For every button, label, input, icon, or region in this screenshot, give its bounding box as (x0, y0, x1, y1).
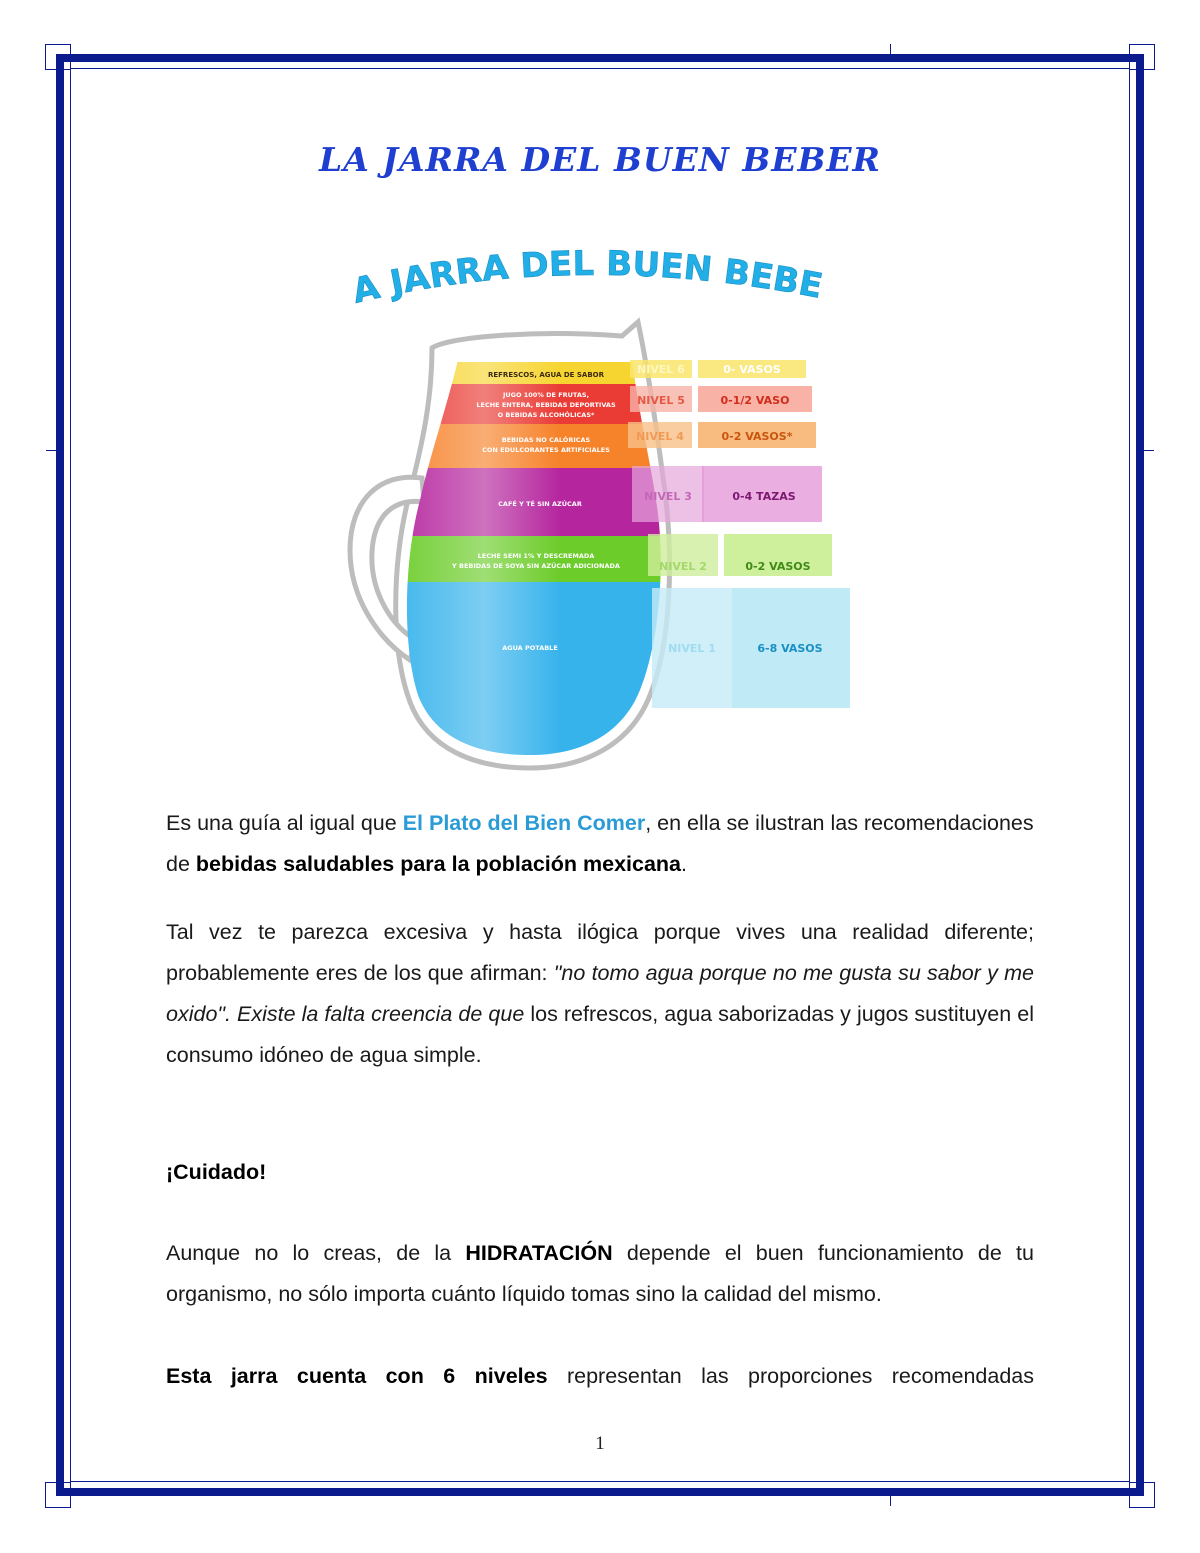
border-corner-bottom-right (1129, 1482, 1155, 1508)
level-2-amount: 0-2 VASOS (745, 560, 811, 573)
level-6-amount: 0- VASOS (723, 363, 781, 376)
level-4-amount: 0-2 VASOS* (721, 430, 793, 443)
paragraph-beliefs (166, 912, 1034, 1076)
warning-heading: ¡Cuidado! (166, 1160, 267, 1184)
hydration-text-a: Aunque no lo creas, de la (166, 1241, 466, 1265)
intro-bold: bebidas saludables para la población mexicana (195, 852, 682, 876)
jar-banner-title: A JARRA DEL BUEN BEBE (348, 243, 826, 312)
intro-text-b: , en ella se ilustran las recomendaciones de (166, 811, 1034, 876)
border-corner-top-left (45, 44, 71, 70)
jar-label-level-1: AGUA POTABLE (502, 644, 558, 652)
intro-text-a: Es una guía al igual que (166, 811, 403, 835)
levels-bold: Esta jarra cuenta con 6 niveles (166, 1364, 548, 1388)
paragraph-hydration (166, 1233, 1034, 1315)
level-5-amount: 0-1/2 VASO (720, 394, 790, 407)
beliefs-quote: "no tomo agua porque no me gusta su sabor y me oxido". Existe la falta creencia de que (166, 961, 1034, 1026)
document-title: LA JARRA DEL BUEN BEBER (319, 140, 881, 179)
levels-text-a: representan las proporciones recomendadas (547, 1364, 1034, 1388)
beliefs-text-a: Tal vez te parezca excesiva y hasta ilógica porque vives una realidad diferente; probablemente eres de los que afirman: (166, 920, 1034, 985)
paragraph-warning (166, 1152, 1034, 1193)
jar-label-level-5-line-3: O BEBIDAS ALCOHÓLICAS* (497, 411, 595, 419)
level-4-label: NIVEL 4 (636, 430, 684, 443)
border-guide-right (1144, 450, 1154, 451)
paragraph-intro (166, 803, 1034, 885)
level-1-label: NIVEL 1 (668, 642, 716, 655)
border-guide-left (46, 450, 56, 451)
plato-bien-comer-link[interactable]: El Plato del Bien Comer (402, 811, 646, 835)
jar-label-level-5-line-2: LECHE ENTERA, BEBIDAS DEPORTIVAS (476, 401, 616, 409)
border-corner-top-right (1129, 44, 1155, 70)
jar-label-level-6: REFRESCOS, AGUA DE SABOR (487, 371, 605, 379)
border-guide-bottom (890, 1496, 891, 1506)
beliefs-text-b: los refrescos, agua saborizadas y jugos sustituyen el consumo idóneo de agua simple. (166, 1002, 1034, 1067)
level-5-label: NIVEL 5 (637, 394, 685, 407)
jar-label-level-2-line-2: Y BEBIDAS DE SOYA SIN AZÚCAR ADICIONADA (452, 562, 620, 570)
level-3-label: NIVEL 3 (644, 490, 692, 503)
jar-label-level-3: CAFÉ Y TÉ SIN AZÚCAR (498, 500, 582, 508)
level-6-label: NIVEL 6 (637, 363, 685, 376)
level-2-label: NIVEL 2 (659, 560, 707, 573)
jar-label-level-4-line-2: CON EDULCORANTES ARTIFICIALES (482, 446, 610, 454)
paragraph-levels (166, 1356, 1034, 1397)
hydration-text-b: depende el buen funcionamiento de tu organismo, no sólo importa cuánto líquido tomas sino la calidad del mismo. (166, 1241, 1034, 1306)
page-number: 1 (595, 1433, 605, 1454)
jar-label-level-2-line-1: LECHE SEMI 1% Y DESCREMADA (477, 552, 595, 560)
jar-label-level-4-line-1: BEBIDAS NO CALÓRICAS (501, 436, 591, 444)
border-corner-bottom-left (45, 1482, 71, 1508)
intro-text-c: . (681, 852, 688, 876)
border-guide-top (890, 44, 891, 54)
jar-label-level-5-line-1: JUGO 100% DE FRUTAS, (502, 391, 590, 399)
jar-infographic (340, 240, 880, 780)
level-1-amount: 6-8 VASOS (757, 642, 823, 655)
level-3-amount: 0-4 TAZAS (732, 490, 796, 503)
hydration-bold: HIDRATACIÓN (465, 1241, 613, 1265)
